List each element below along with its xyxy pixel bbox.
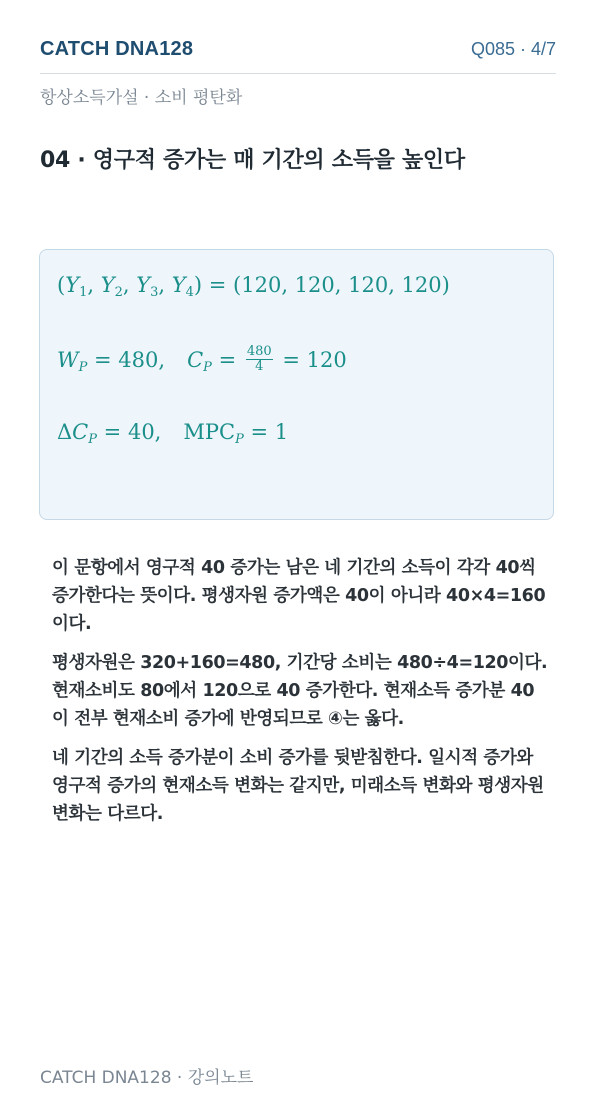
formula-wp-value: 480, xyxy=(118,348,166,372)
paragraph-2: 평생자원은 320+160=480, 기간당 소비는 480÷4=120이다. 현재소비도 80에서 120으로 40 증가한다. 현재소득 증가분 40이 전부 현재소비 증가에 반영되므로 ④는 옳다. xyxy=(52,653,548,729)
formula-delta-value: 40, xyxy=(127,420,162,444)
formula-income-vector: ($Y_1$, $Y_2$, $Y_3$, $Y_4) = (120$, 120, 120, 120) xyxy=(57,273,450,300)
formula-mpc-value: 1 xyxy=(274,420,289,444)
formula-cp-result: 120 xyxy=(306,348,347,372)
brand-title: CATCH DNA128 xyxy=(40,38,194,60)
fraction-numerator: 480 xyxy=(246,344,272,359)
formula-income-values: (120, 120, 120, 120) xyxy=(233,273,450,297)
page-footer: CATCH DNA128 · 강의노트 xyxy=(40,1068,254,1088)
section-title: 04 · 영구적 증가는 매 기간의 소득을 높인다 xyxy=(40,148,465,173)
formula-wealth-consumption: $W_P = 480$, $C_P$ = $\frac{480}{4}$ = 120 xyxy=(57,344,347,375)
topic-subtitle: 항상소득가설 · 소비 평탄화 xyxy=(40,88,243,108)
paragraph-1: 이 문항에서 영구적 40 증가는 남은 네 기간의 소득이 각각 40씩 증가한다는 뜻이다. 평생자원 증가액은 40이 아니라 40×4=160이다. xyxy=(52,558,546,634)
formula-delta-mpc: $\Delta C_P = 40$, $MPC_P = 1$ xyxy=(57,420,289,447)
formula-box xyxy=(39,249,554,520)
page-header xyxy=(40,36,556,74)
paragraph-3: 네 기간의 소득 증가분이 소비 증가를 뒷받침한다. 일시적 증가와 영구적 증가의 현재소득 변화는 같지만, 미래소득 변화와 평생자원 변화는 다르다. xyxy=(52,748,544,824)
fraction-denominator: 4 xyxy=(255,359,264,374)
question-counter: Q085 · 4/7 xyxy=(470,39,556,59)
formula-fraction xyxy=(246,345,273,374)
